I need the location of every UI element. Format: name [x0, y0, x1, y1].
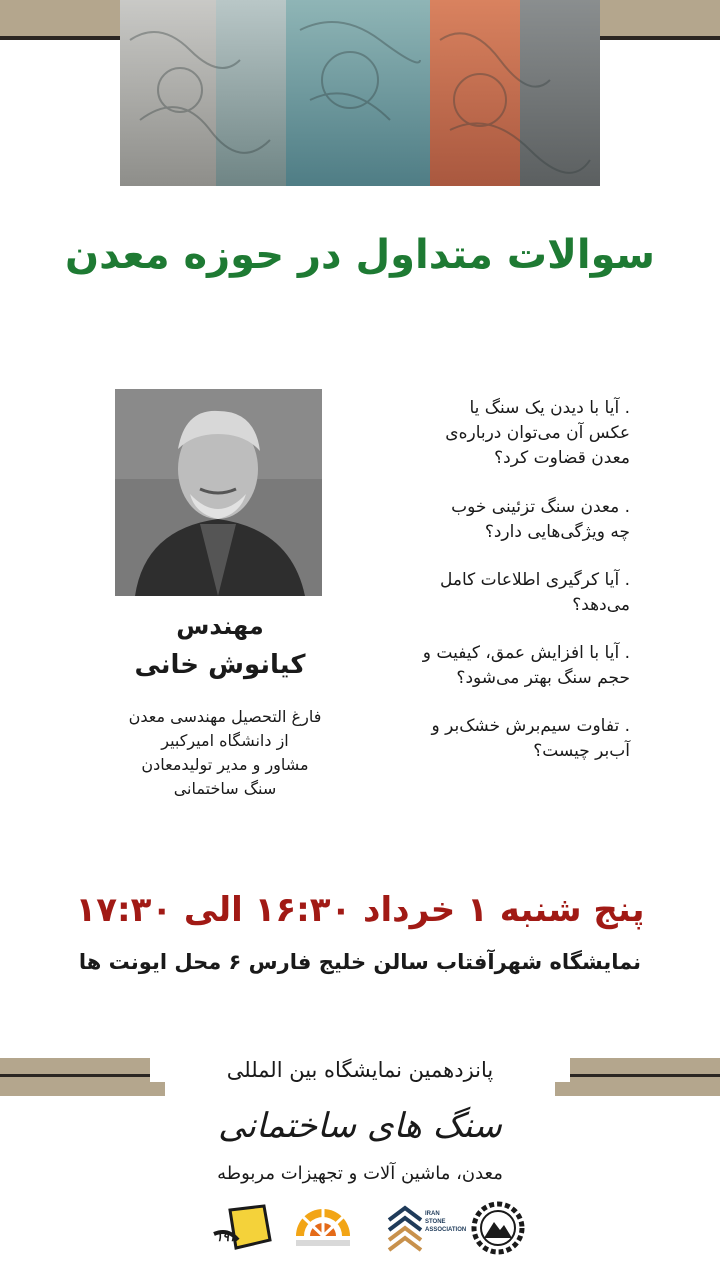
speaker-title: مهندس — [176, 612, 264, 640]
footer-band-left-line — [0, 1074, 165, 1077]
event-venue: نمایشگاه شهرآفتاب سالن خلیج فارس ۶ محل ایونت ها — [78, 950, 642, 974]
page-title: سوالات متداول در حوزه معدن — [65, 232, 655, 278]
event-date-time: پنج شنبه ۱ خرداد ۱۶:۳۰ الی ۱۷:۳۰ — [75, 890, 645, 930]
top-band-right — [600, 0, 720, 40]
top-band-right-line — [600, 36, 720, 40]
square-badge-logo — [210, 1200, 276, 1256]
speaker-name: کیانوش خانی — [134, 650, 306, 680]
speaker-bio-line: مشاور و مدیر تولیدمعادن — [141, 755, 309, 774]
footer-expo-name: سنگ های ساختمانی — [218, 1106, 502, 1146]
logo-text-line: IRAN — [425, 1211, 440, 1217]
footer-edition: پانزدهمین نمایشگاه بین المللی — [150, 1058, 570, 1082]
question-4 — [380, 641, 630, 691]
question-line: عکس آن می‌توان درباره‌ی — [445, 423, 630, 443]
question-1 — [380, 396, 630, 471]
sun-rays-logo-icon — [290, 1200, 356, 1256]
question-line: . تفاوت سیم‌برش خشک‌بر و — [431, 716, 630, 736]
speaker-bio — [100, 705, 350, 801]
footer-band-left — [0, 1058, 165, 1096]
speaker-photo — [115, 389, 322, 596]
logo-text-line: STONE — [425, 1219, 446, 1225]
speaker-portrait-icon — [115, 389, 322, 596]
logo-badge-text: ۱۹۱ — [216, 1230, 236, 1244]
question-line: آب‌بر چیست؟ — [533, 741, 630, 761]
question-line: . آیا با افزایش عمق، کیفیت و — [422, 643, 630, 663]
question-line: می‌دهد؟ — [572, 595, 630, 615]
iran-stone-association-logo — [385, 1200, 465, 1256]
question-line: چه ویژگی‌هایی دارد؟ — [484, 522, 630, 542]
question-3 — [380, 568, 630, 618]
speaker-bio-line: سنگ ساختمانی — [173, 779, 277, 798]
question-line: حجم سنگ بهتر می‌شود؟ — [456, 668, 630, 688]
top-band-left — [0, 0, 120, 40]
question-5 — [380, 714, 630, 764]
stone-relief-banner — [120, 0, 600, 186]
top-band-left-line — [0, 36, 120, 40]
footer-subtitle: معدن، ماشین آلات و تجهیزات مربوطه — [217, 1163, 503, 1184]
footer-band-right — [555, 1058, 720, 1096]
question-line: . آیا کرگیری اطلاعات کامل — [439, 570, 630, 590]
question-line: معدن قضاوت کرد؟ — [494, 448, 630, 468]
footer-band-right-line — [555, 1074, 720, 1077]
speaker-bio-line: فارغ التحصیل مهندسی معدن — [128, 707, 322, 726]
question-2 — [380, 495, 630, 545]
square-badge-logo-icon — [210, 1200, 276, 1256]
logo-text-line: ASSOCIATION — [425, 1227, 467, 1233]
question-line: . آیا با دیدن یک سنگ یا — [469, 398, 630, 418]
gear-mountain-logo-icon — [470, 1200, 526, 1256]
question-line: . معدن سنگ تزئینی خوب — [451, 497, 630, 517]
speaker-bio-line: از دانشگاه امیرکبیر — [161, 731, 289, 750]
stone-relief-image — [120, 0, 600, 186]
